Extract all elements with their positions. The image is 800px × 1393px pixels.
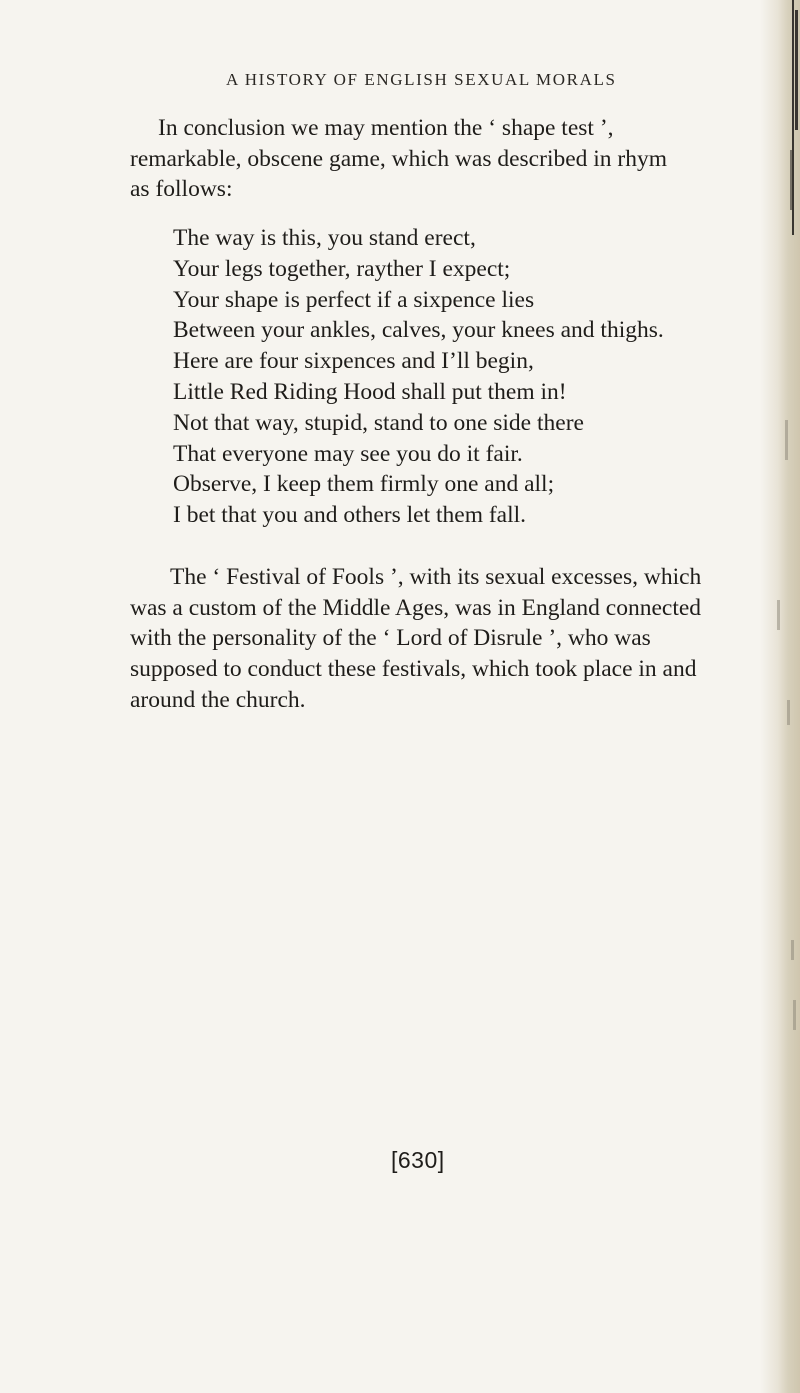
- verse-line: That everyone may see you do it fair.: [173, 440, 523, 467]
- verse-line: Your legs together, rayther I expect;: [173, 255, 511, 282]
- paragraph-intro: [130, 113, 770, 205]
- text-line: around the church.: [130, 686, 306, 713]
- running-head: A HISTORY OF ENGLISH SEXUAL MORALS: [226, 70, 617, 89]
- page-edge-line: [795, 10, 798, 130]
- text-line: The ‘ Festival of Fools ’, with its sexual excesses, which: [170, 564, 702, 590]
- verse-line: The way is this, you stand erect,: [173, 225, 476, 251]
- page-edge-mark: [777, 600, 780, 630]
- paragraph-festival: [130, 562, 770, 716]
- verse-block: [173, 223, 664, 531]
- verse-line: Your shape is perfect if a sixpence lies: [173, 286, 535, 313]
- page-edge-line: [790, 150, 792, 210]
- page-edge-mark: [785, 420, 788, 460]
- page-number: [630]: [391, 1147, 445, 1173]
- page-edge-mark: [787, 700, 790, 725]
- text-line: In conclusion we may mention the ‘ shape test ’,: [158, 115, 614, 141]
- text-line: remarkable, obscene game, which was described in rhym: [130, 145, 668, 172]
- verse-line: Not that way, stupid, stand to one side there: [173, 409, 584, 436]
- verse-line: Between your ankles, calves, your knees and thighs.: [173, 317, 664, 344]
- text-line: was a custom of the Middle Ages, was in England connected: [130, 594, 702, 621]
- page-edge-mark: [791, 940, 794, 960]
- text-line: with the personality of the ‘ Lord of Disrule ’, who was: [130, 625, 651, 652]
- page-edge-mark: [793, 1000, 796, 1030]
- text-line: as follows:: [130, 176, 233, 203]
- page-edge-line: [792, 0, 794, 235]
- verse-line: Observe, I keep them firmly one and all;: [173, 471, 555, 498]
- text-line: supposed to conduct these festivals, which took place in and: [130, 656, 697, 683]
- verse-line: Little Red Riding Hood shall put them in!: [173, 378, 567, 405]
- verse-line: Here are four sixpences and I’ll begin,: [173, 348, 534, 375]
- verse-line: I bet that you and others let them fall.: [173, 502, 527, 529]
